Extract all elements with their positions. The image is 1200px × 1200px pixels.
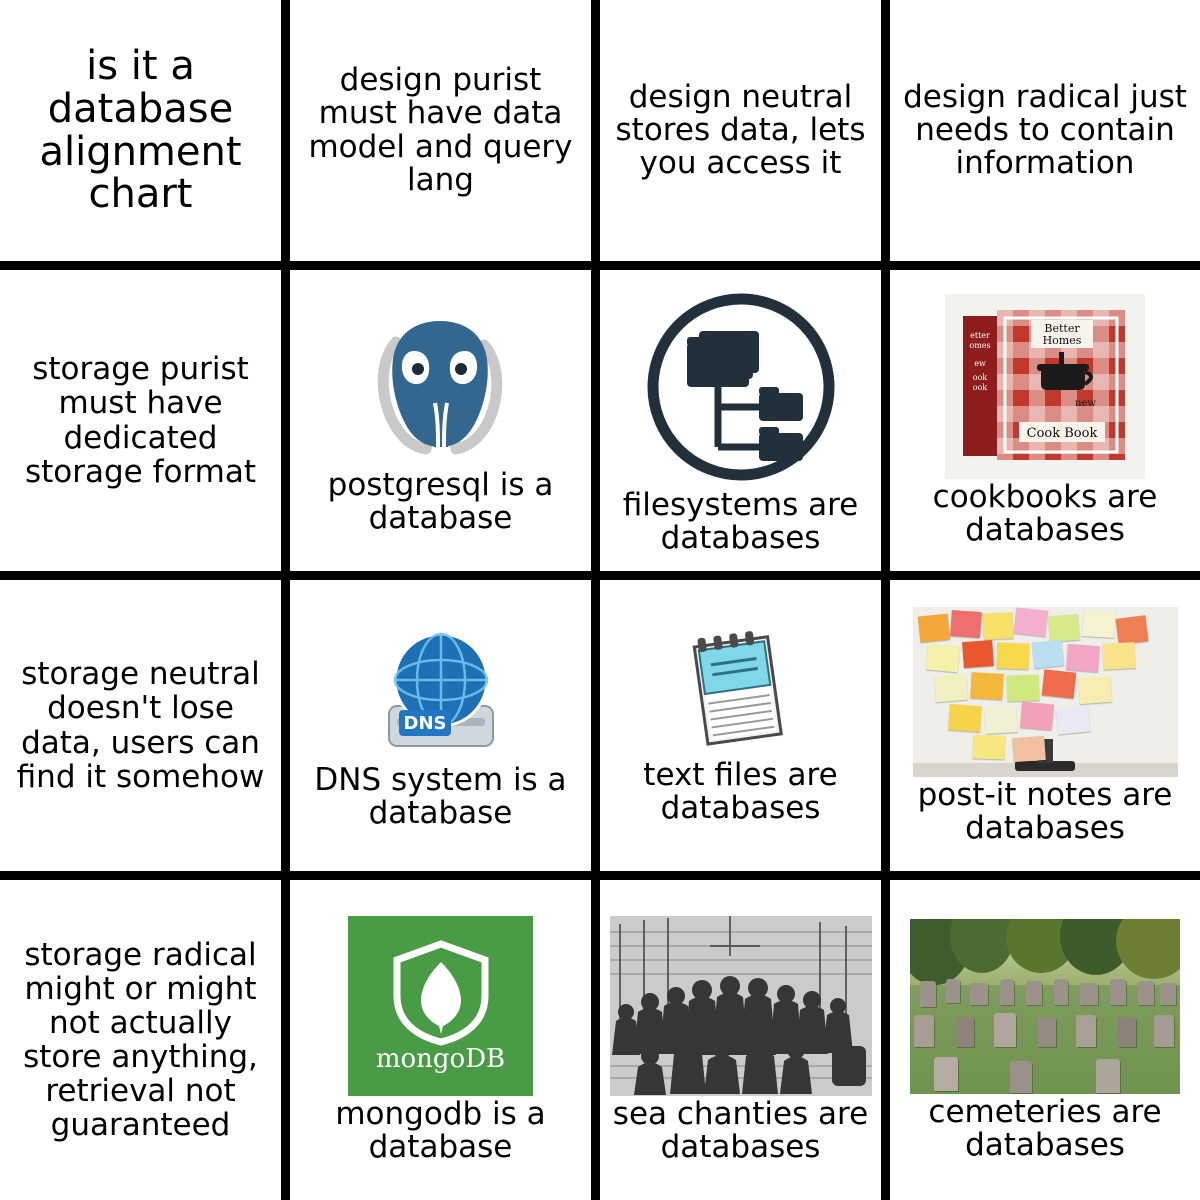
svg-text:ook: ook	[972, 383, 988, 393]
mongodb-wordmark: mongoDB	[375, 1044, 506, 1075]
cell-caption: sea chanties are databases	[612, 1096, 869, 1165]
column-header-design-neutral	[600, 0, 890, 270]
column-header-label: design neutral stores data, lets you access it	[615, 78, 866, 182]
cell-post-it-notes	[890, 580, 1200, 880]
gravestone	[1010, 1061, 1032, 1093]
gravestone	[1110, 979, 1126, 1005]
postgresql-elephant-logo	[366, 307, 516, 467]
chart-title-cell	[0, 0, 290, 270]
row-header-label: storage neutral doesn't lose data, users can find it somehow	[16, 656, 265, 795]
row-header-storage-purist	[0, 270, 290, 580]
sailors-engraving	[610, 916, 872, 1096]
gravestone	[1038, 1017, 1056, 1047]
column-header-label: design radical just needs to contain information	[903, 78, 1187, 182]
row-header-label: storage purist must have dedicated storage format	[24, 351, 257, 490]
gravestone	[1026, 981, 1042, 1005]
svg-text:omes: omes	[969, 341, 991, 351]
gravestone	[1118, 1017, 1136, 1047]
gravestone	[1054, 979, 1068, 1005]
row-header-storage-radical	[0, 880, 290, 1200]
row-header-storage-neutral	[0, 580, 290, 880]
cell-caption: postgresql is a database	[327, 466, 554, 536]
notepad-icon	[681, 627, 801, 757]
gravestone	[956, 1017, 974, 1047]
gravestone	[1160, 983, 1176, 1005]
cell-sea-chanties	[600, 880, 890, 1200]
cell-caption: filesystems are databases	[622, 486, 859, 556]
cell-caption: post-it notes are databases	[917, 776, 1173, 846]
mongodb-leaf-logo	[348, 916, 533, 1096]
cell-dns	[290, 580, 600, 880]
cell-cemeteries	[890, 880, 1200, 1200]
cell-caption: cookbooks are databases	[932, 479, 1158, 548]
gravestone	[970, 983, 988, 1005]
row-header-label: storage radical might or might not actually store anything, retrieval not guaranteed	[23, 936, 258, 1144]
svg-text:etter: etter	[970, 331, 990, 341]
column-header-design-radical	[890, 0, 1200, 270]
gravestone	[934, 1057, 958, 1091]
gravestone	[1076, 1015, 1096, 1047]
gravestone	[920, 981, 936, 1007]
cell-filesystems	[600, 270, 890, 580]
cemetery-photo	[910, 919, 1180, 1094]
svg-text:new: new	[1075, 398, 1096, 410]
cell-caption: DNS system is a database	[314, 761, 567, 831]
svg-text:Cook Book: Cook Book	[1026, 426, 1098, 442]
gravestone	[1138, 981, 1154, 1005]
gravestone	[1096, 1059, 1120, 1093]
dns-globe-icon	[371, 622, 511, 762]
cell-caption: text files are databases	[643, 756, 838, 826]
gravestone	[1154, 1015, 1174, 1047]
gravestone	[1080, 983, 1098, 1005]
gravestone	[946, 979, 960, 1003]
cell-postgresql	[290, 270, 600, 580]
svg-text:Better: Better	[1044, 322, 1080, 336]
gravestone	[1000, 979, 1014, 1005]
page-title: is it a database alignment chart	[39, 42, 242, 218]
svg-text:ook: ook	[972, 373, 988, 383]
folder-tree-circle-icon	[641, 287, 841, 487]
cell-caption: mongodb is a database	[335, 1096, 546, 1165]
column-header-label: design purist must have data model and query lang	[308, 62, 573, 198]
cell-caption: cemeteries are databases	[928, 1093, 1162, 1163]
cookbook-photo	[945, 294, 1145, 479]
cell-mongodb	[290, 880, 600, 1200]
svg-text:Homes: Homes	[1042, 334, 1082, 348]
svg-text:ew: ew	[974, 359, 986, 369]
cell-text-files	[600, 580, 890, 880]
column-header-design-purist	[290, 0, 600, 270]
post-it-notes-photo	[913, 607, 1178, 777]
dns-icon-label: DNS	[403, 712, 446, 734]
gravestone	[994, 1013, 1016, 1047]
cell-cookbooks	[890, 270, 1200, 580]
gravestone	[914, 1015, 934, 1047]
